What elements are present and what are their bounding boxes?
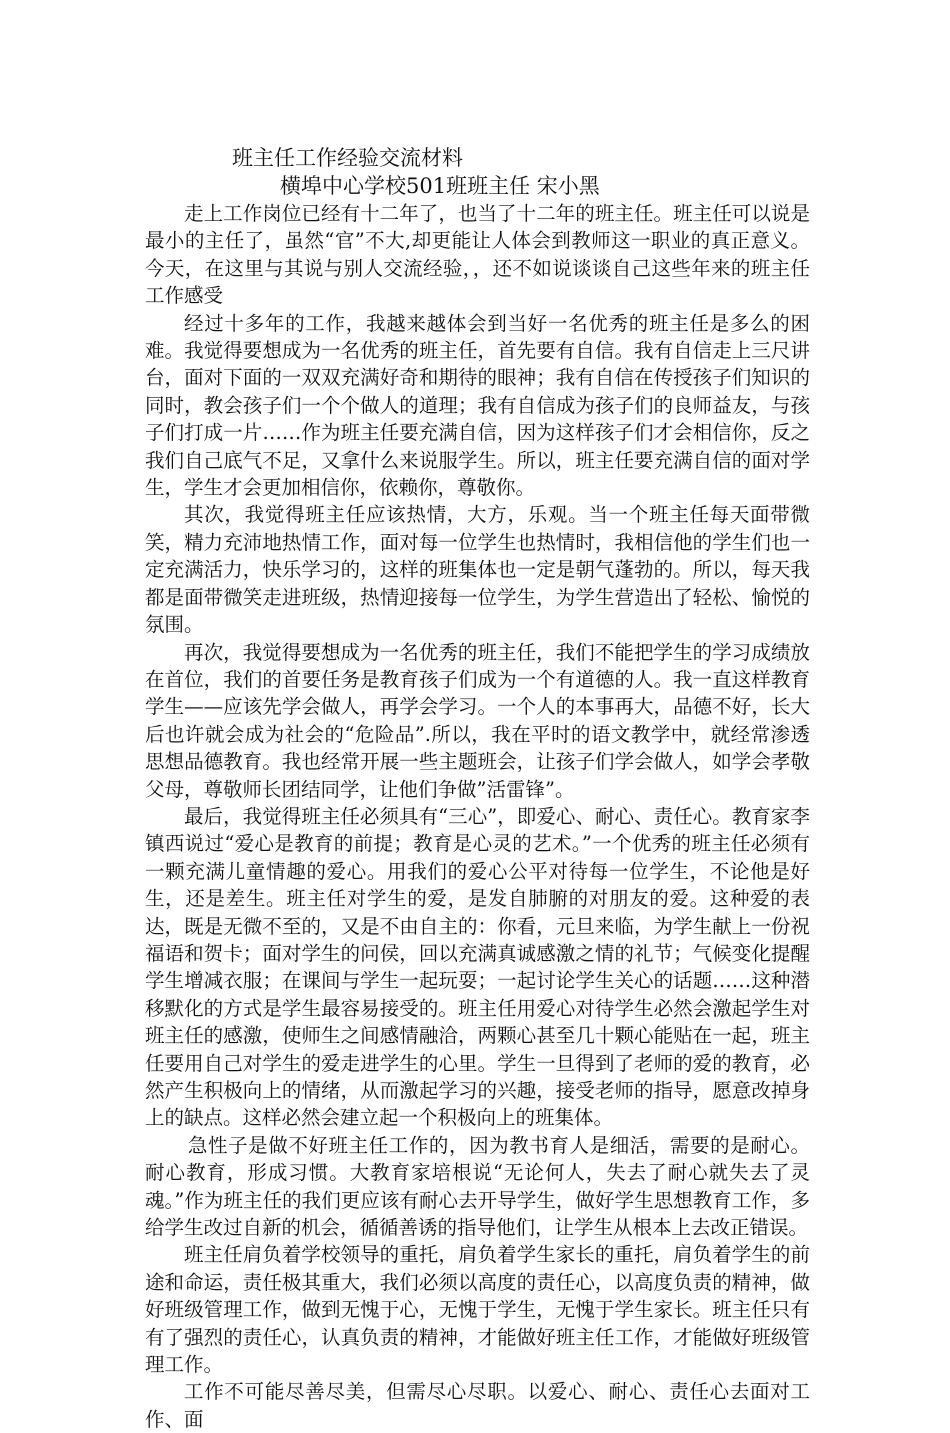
paragraph-patience: 急性子是做不好班主任工作的，因为教书育人是细活，需要的是耐心。耐心教育，形成习惯。大教育家培根说“无论何人，失去了耐心就失去了灵魂。”作为班主任的我们更应该有耐心去开导学生，做好学生思想教育工作，多给学生改过自新的机会，循循善诱的指导他们，让学生从根本上去改正错误。: [145, 1133, 810, 1240]
document-title: 班主任工作经验交流材料: [232, 146, 463, 170]
paragraph-responsibility: 班主任肩负着学校领导的重托，肩负着学生家长的重托，肩负着学生的前途和命运，责任极其重大，我们必须以高度的责任心，以高度负责的精神，做好班级管理工作，做到无愧于心，无愧于学生，无愧于学生家长。班主任只有有了强烈的责任心，认真负责的精神，才能做好班主任工作，才能做好班级管理工作。: [145, 1243, 810, 1377]
paragraph-three-hearts: 最后，我觉得班主任必须具有“三心”，即爱心、耐心、责任心。教育家李镇西说过“爱心是教育的前提；教育是心灵的艺术。”一个优秀的班主任必须有一颗充满儿童情趣的爱心。用我们的爱心公平对待每一位学生，不论他是好生，还是差生。班主任对学生的爱，是发自肺腑的对朋友的爱。这种爱的表达，既是无微不至的，又是不由自主的：你看，元旦来临，为学生献上一份祝福语和贺卡；面对学生的问侯，回以充满真诚感激之情的礼节；气候变化提醒学生增减衣服；在课间与学生一起玩耍；一起讨论学生关心的话题……这种潜移默化的方式是学生最容易接受的。班主任用爱心对待学生必然会激起学生对班主任的感激，使师生之间感情融洽，两颗心甚至几十颗心能贴在一起，班主任要用自己对学生的爱走进学生的心里。学生一旦得到了老师的爱的教育，必然产生积极向上的情绪，从而激起学习的兴趣，接受老师的指导，愿意改掉身上的缺点。这样必然会建立起一个积极向上的班集体。: [145, 804, 810, 1130]
paragraph-confidence: 经过十多年的工作，我越来越体会到当好一名优秀的班主任是多么的困难。我觉得要想成为一名优秀的班主任，首先要有自信。我有自信走上三尺讲台，面对下面的一双双充满好奇和期待的眼神；我有自信在传授孩子们知识的同时，教会孩子们一个个做人的道理；我有自信成为孩子们的良师益友，与孩子们打成一片……作为班主任要充满自信，因为这样孩子们才会相信你，反之我们自己底气不足，又拿什么来说服学生。所以，班主任要充满自信的面对学生，学生才会更加相信你，依赖你，尊敬你。: [145, 311, 810, 500]
document-body: [145, 144, 810, 1433]
paragraph-morality: 再次，我觉得要想成为一名优秀的班主任，我们不能把学生的学习成绩放在首位，我们的首要任务是教育孩子们成为一个有道德的人。我一直这样教育学生——应该先学会做人，再学会学习。一个人的本事再大，品德不好，长大后也许就会成为社会的“危险品”.所以，我在平时的语文教学中，就经常渗透思想品德教育。我也经常开展一些主题班会，让孩子们学会做人，如学会孝敬父母，尊敬师长团结同学，让他们争做”活雷锋”。: [145, 640, 810, 801]
paragraph-enthusiasm: 其次，我觉得班主任应该热情，大方，乐观。当一个班主任每天面带微笑，精力充沛地热情工作，面对每一位学生也热情时，我相信他的学生们也一定充满活力，快乐学习的，这样的班集体也一定是朝气蓬勃的。所以，每天我都是面带微笑走进班级，热情迎接每一位学生，为学生营造出了轻松、愉悦的氛围。: [145, 503, 810, 637]
document-subtitle: 横埠中心学校501班班主任 宋小黑: [280, 174, 600, 198]
paragraph-closing: 工作不可能尽善尽美，但需尽心尽职。以爱心、耐心、责任心去面对工作、面: [145, 1380, 810, 1431]
paragraph-intro: 走上工作岗位已经有十二年了，也当了十二年的班主任。班主任可以说是最小的主任了，虽然“官”不大,却更能让人体会到教师这一职业的真正意义。今天，在这里与其说与别人交流经验，，还不如说谈谈自己这些年来的班主任工作感受: [145, 202, 810, 308]
